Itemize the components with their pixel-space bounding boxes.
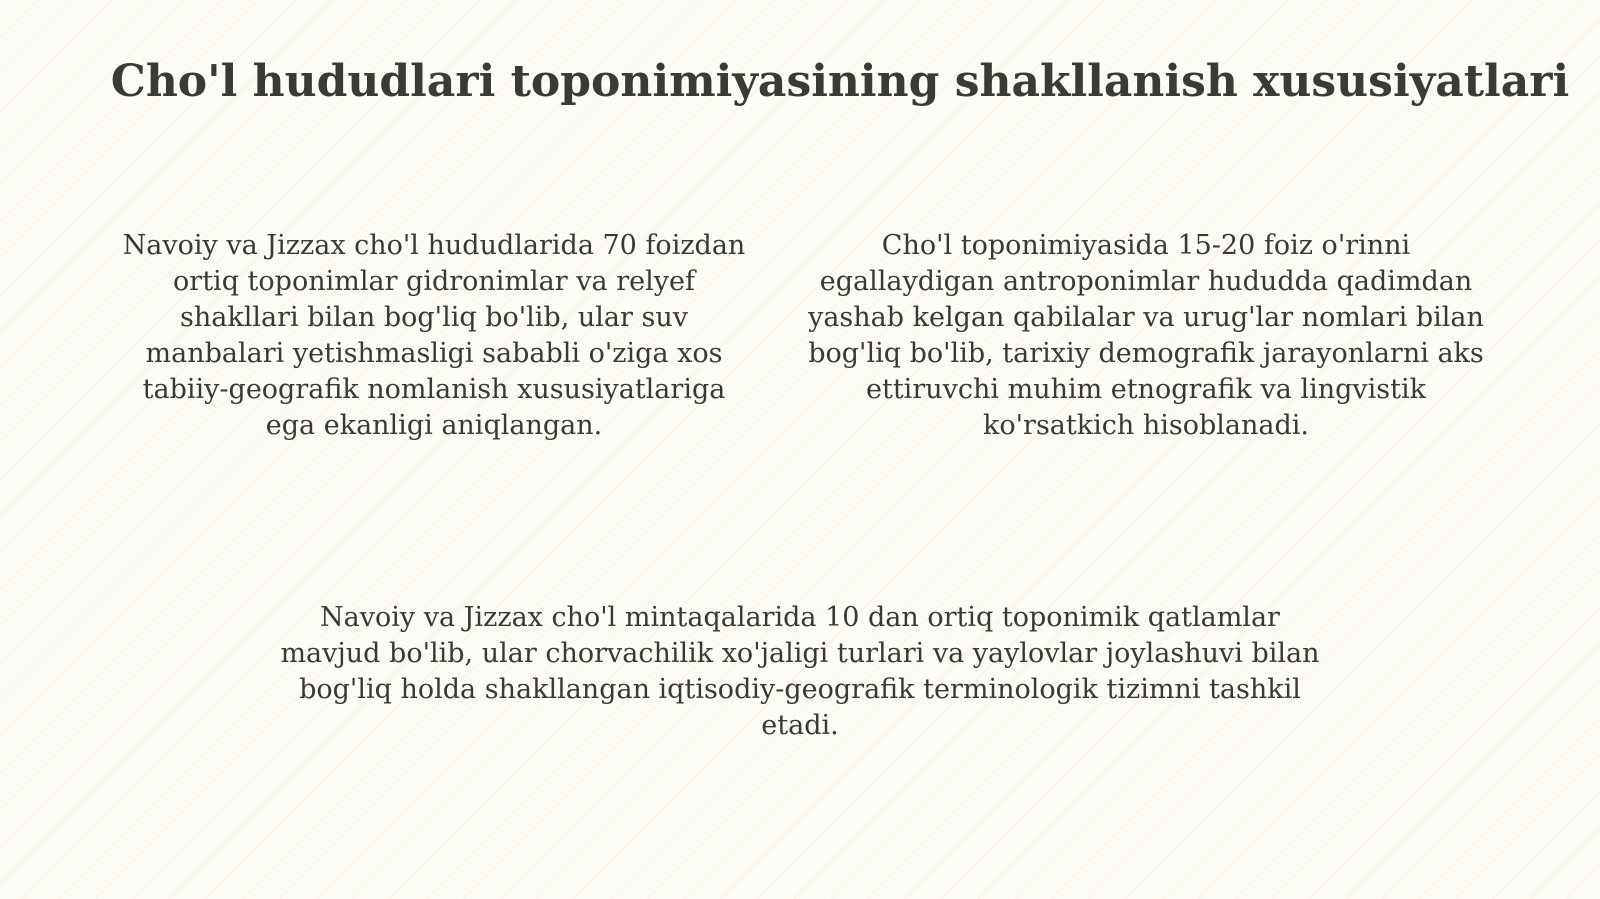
slide-title: Cho'l hududlari toponimiyasining shakllanish xususiyatlari bbox=[110, 56, 1570, 107]
paragraph-anthroponyms: Cho'l toponimiyasida 15-20 foiz o'rinni egallaydigan antroponimlar hududda qadimdan yashab kelgan qabilalar va urug'lar nomlari bilan bog'liq bo'lib, tarixiy demografik jarayonlarni aks ettiruvchi muhim etnografik va lingvistik ko'rsatkich hisoblanadi. bbox=[808, 230, 1484, 441]
paragraph-hydronyms: Navoiy va Jizzax cho'l hududlarida 70 foizdan ortiq toponimlar gidronimlar va relyef shakllari bilan bog'liq bo'lib, ular suv manbalari yetishmasligi sababli o'ziga xos tabiiy-geografik nomlanish xususiyatlariga ega ekanligi aniqlangan. bbox=[122, 230, 746, 441]
paragraph-toponymic-layers: Navoiy va Jizzax cho'l mintaqalarida 10 dan ortiq toponimik qatlamlar mavjud bo'lib, ular chorvachilik xo'jaligi turlari va yaylovlar joylashuvi bilan bog'liq holda shakllangan iqtisodiy-geografik terminologik tizimni tashkil etadi. bbox=[280, 602, 1320, 741]
